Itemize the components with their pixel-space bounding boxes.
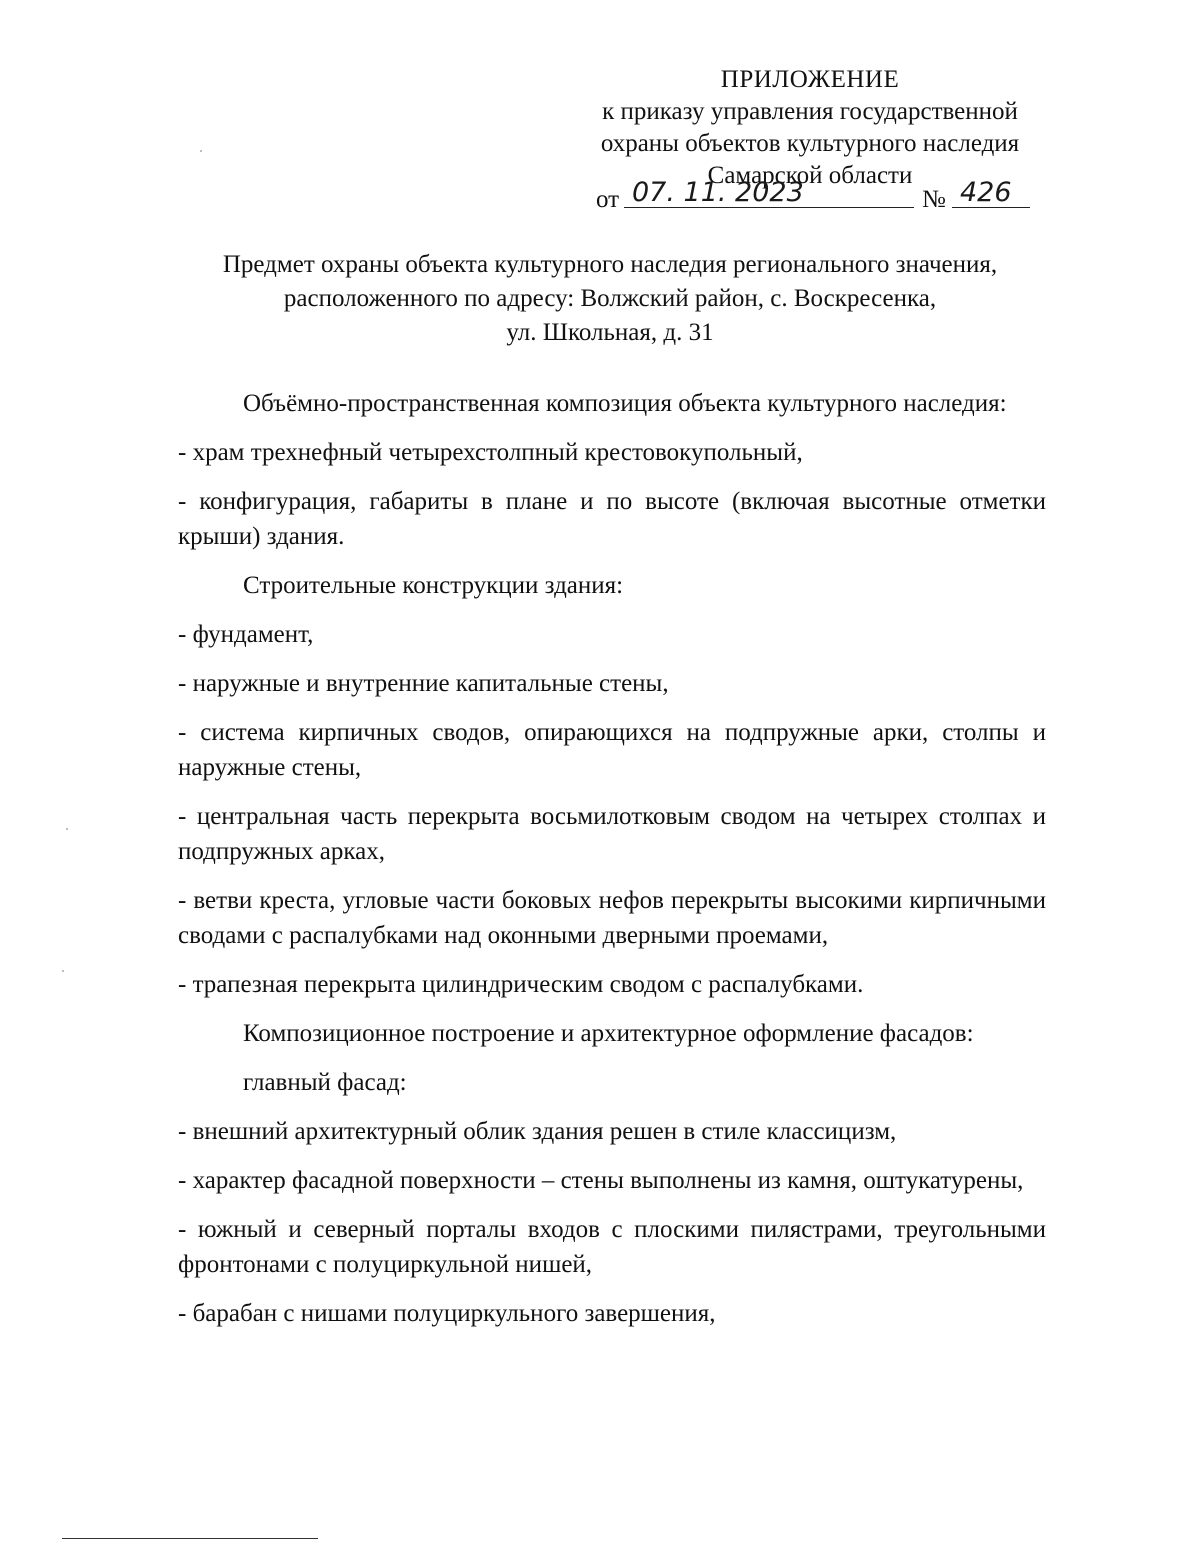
appendix-line-1: к приказу управления государственной [602,98,1018,125]
list-item: - конфигурация, габариты в плане и по высоте (включая высотные отметки крыши) здания. [178,488,1046,550]
number-label: № [922,186,946,213]
list-item: - трапезная перекрыта цилиндрическим сводом с распалубками. [178,971,864,998]
list-item: - система кирпичных сводов, опирающихся на подпружные арки, столпы и наружные стены, [178,719,1046,781]
subject-line-1: Предмет охраны объекта культурного наследия регионального значения, [222,251,998,278]
document-body [178,386,1046,1345]
handwritten-number: 426 [952,178,1030,208]
appendix-title: ПРИЛОЖЕНИЕ [720,66,900,93]
list-item: - фундамент, [178,621,314,648]
section-subheading-main-facade: главный фасад: [243,1069,407,1096]
section-heading-facades: Композиционное построение и архитектурное оформление фасадов: [243,1020,974,1047]
list-item: - южный и северный порталы входов с плоскими пилястрами, треугольными фронтонами с полуциркульной нишей, [178,1216,1046,1278]
list-item: - ветви креста, угловые части боковых нефов перекрыты высокими кирпичными сводами с распалубками над оконными дверными проемами, [178,887,1046,949]
list-item: - центральная часть перекрыта восьмилотковым сводом на четырех столпах и подпружных арках, [178,803,1046,865]
subject-line-3: ул. Школьная, д. 31 [506,319,714,346]
date-label: от [596,186,620,213]
list-item: - барабан с нишами полуциркульного завершения, [178,1300,716,1327]
subject-heading [160,248,1060,350]
handwritten-date: 07. 11. 2023 [624,178,914,208]
scan-speck [200,150,202,152]
subject-line-2: расположенного по адресу: Волжский район, с. Воскресенка, [283,285,937,312]
list-item: - наружные и внутренние капитальные стены, [178,670,669,697]
appendix-line-3: Самарской области [707,162,913,189]
scan-speck [62,970,64,972]
list-item: - храм трехнефный четырехстолпный крестовокупольный, [178,439,803,466]
footer-rule [62,1538,318,1539]
appendix-line-2: охраны объектов культурного наследия [600,130,1020,157]
list-item: - внешний архитектурный облик здания решен в стиле классицизм, [178,1118,897,1145]
section-heading-composition: Объёмно-пространственная композиция объекта культурного наследия: [243,390,1007,417]
appendix-header [580,64,1040,192]
list-item: - характер фасадной поверхности – стены выполнены из камня, оштукатурены, [178,1167,1024,1194]
order-date-number [596,177,1036,224]
section-heading-structures: Строительные конструкции здания: [243,572,624,599]
scan-speck [66,828,68,830]
